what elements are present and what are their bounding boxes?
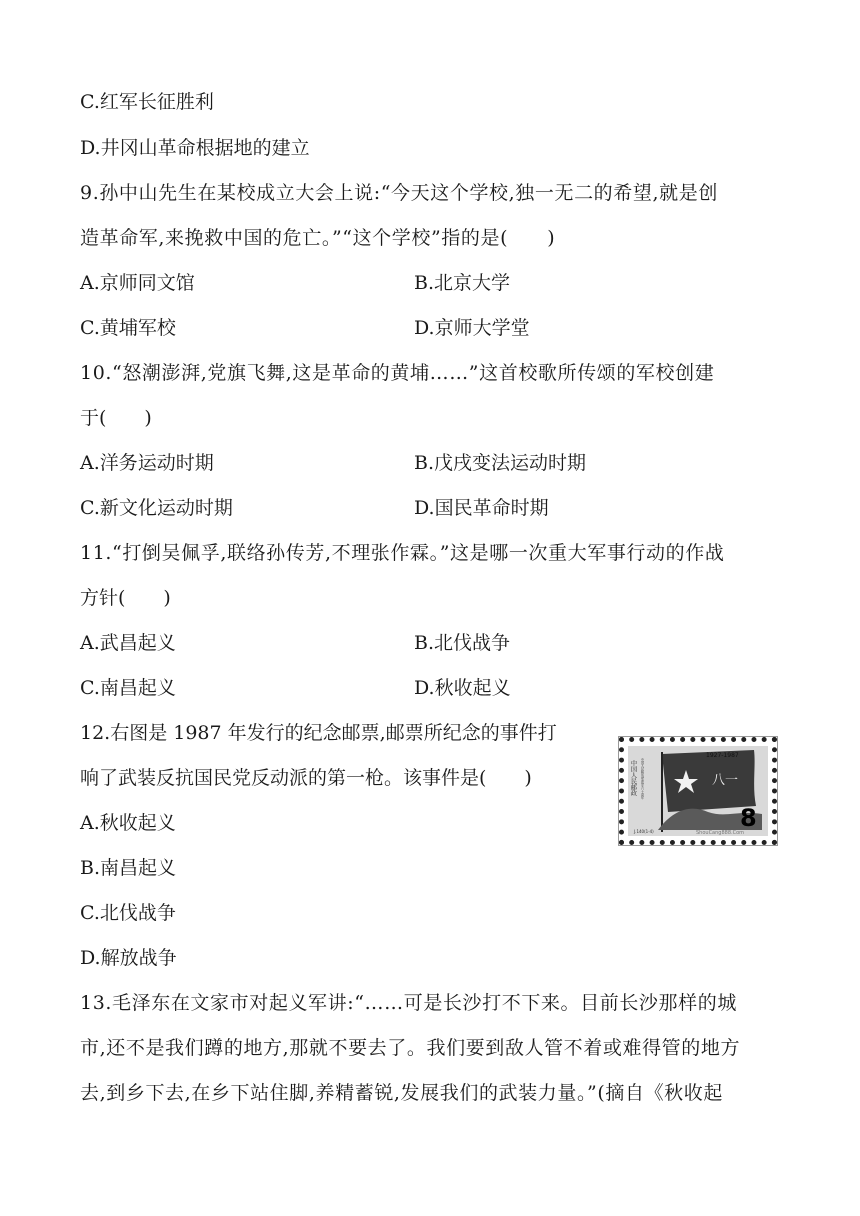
q10-option-b: B.戊戌变法运动时期 <box>414 452 587 474</box>
stamp-title: 中国人民邮政 <box>629 760 637 796</box>
q9-option-a: A.京师同文馆 <box>80 272 195 294</box>
q9-option-d: D.京师大学堂 <box>414 317 530 339</box>
stamp-subtitle: 中国人民解放军建军六十周年 <box>640 758 644 800</box>
q12-stem-line2: 响了武装反抗国民党反动派的第一枪。该事件是( ) <box>80 767 532 789</box>
stamp-watermark: ShouCang888.Com <box>696 830 745 836</box>
stamp-years: 1927-1987 <box>706 752 739 759</box>
q9-stem-line2: 造革命军,来挽救中国的危亡。”“这个学校”指的是( ) <box>80 227 556 249</box>
q11-stem-line2: 方针( ) <box>80 587 171 609</box>
q12-stem-line1: 12.右图是 1987 年发行的纪念邮票,邮票所纪念的事件打 <box>80 722 557 744</box>
q11-option-b: B.北伐战争 <box>414 632 511 654</box>
q9-stem-line1: 9.孙中山先生在某校成立大会上说:“今天这个学校,独一无二的希望,就是创 <box>80 182 718 204</box>
q12-option-b: B.南昌起义 <box>80 857 177 879</box>
q13-stem-line3: 去,到乡下去,在乡下站住脚,养精蓄锐,发展我们的武装力量。”(摘自《秋收起 <box>80 1082 723 1104</box>
q11-option-c: C.南昌起义 <box>80 677 176 699</box>
q13-stem-line2: 市,还不是我们蹲的地方,那就不要去了。我们要到敌人管不着或难得管的地方 <box>80 1037 741 1059</box>
q11-option-a: A.武昌起义 <box>80 632 176 654</box>
q9-option-c: C.黄埔军校 <box>80 317 176 339</box>
stamp-code: J.140(1-4) <box>634 829 654 834</box>
q9-option-b: B.北京大学 <box>414 272 511 294</box>
q11-stem-line1: 11.“打倒吴佩孚,联络孙传芳,不理张作霖。”这是哪一次重大军事行动的作战 <box>80 542 725 564</box>
q10-stem-line2: 于( ) <box>80 407 152 429</box>
q13-stem-line1: 13.毛泽东在文家市对起义军讲:“……可是长沙打不下来。目前长沙那样的城 <box>80 992 737 1014</box>
q10-stem-line1: 10.“怒潮澎湃,党旗飞舞,这是革命的黄埔……”这首校歌所传颂的军校创建 <box>80 362 715 384</box>
commemorative-stamp-image <box>619 737 777 845</box>
stamp-illustration <box>628 746 768 836</box>
flag-text: 八一 <box>712 773 739 788</box>
q11-option-d: D.秋收起义 <box>414 677 511 699</box>
q12-option-a: A.秋收起义 <box>80 812 176 834</box>
q10-option-d: D.国民革命时期 <box>414 497 549 519</box>
q10-option-a: A.洋务运动时期 <box>80 452 214 474</box>
stamp-face-value: 8 <box>740 804 757 832</box>
q12-option-c: C.北伐战争 <box>80 902 176 924</box>
q8-option-c: C.红军长征胜利 <box>80 91 214 113</box>
flag-shape <box>662 750 756 812</box>
q10-option-c: C.新文化运动时期 <box>80 497 233 519</box>
q8-option-d: D.井冈山革命根据地的建立 <box>80 137 310 159</box>
q12-option-d: D.解放战争 <box>80 947 177 969</box>
